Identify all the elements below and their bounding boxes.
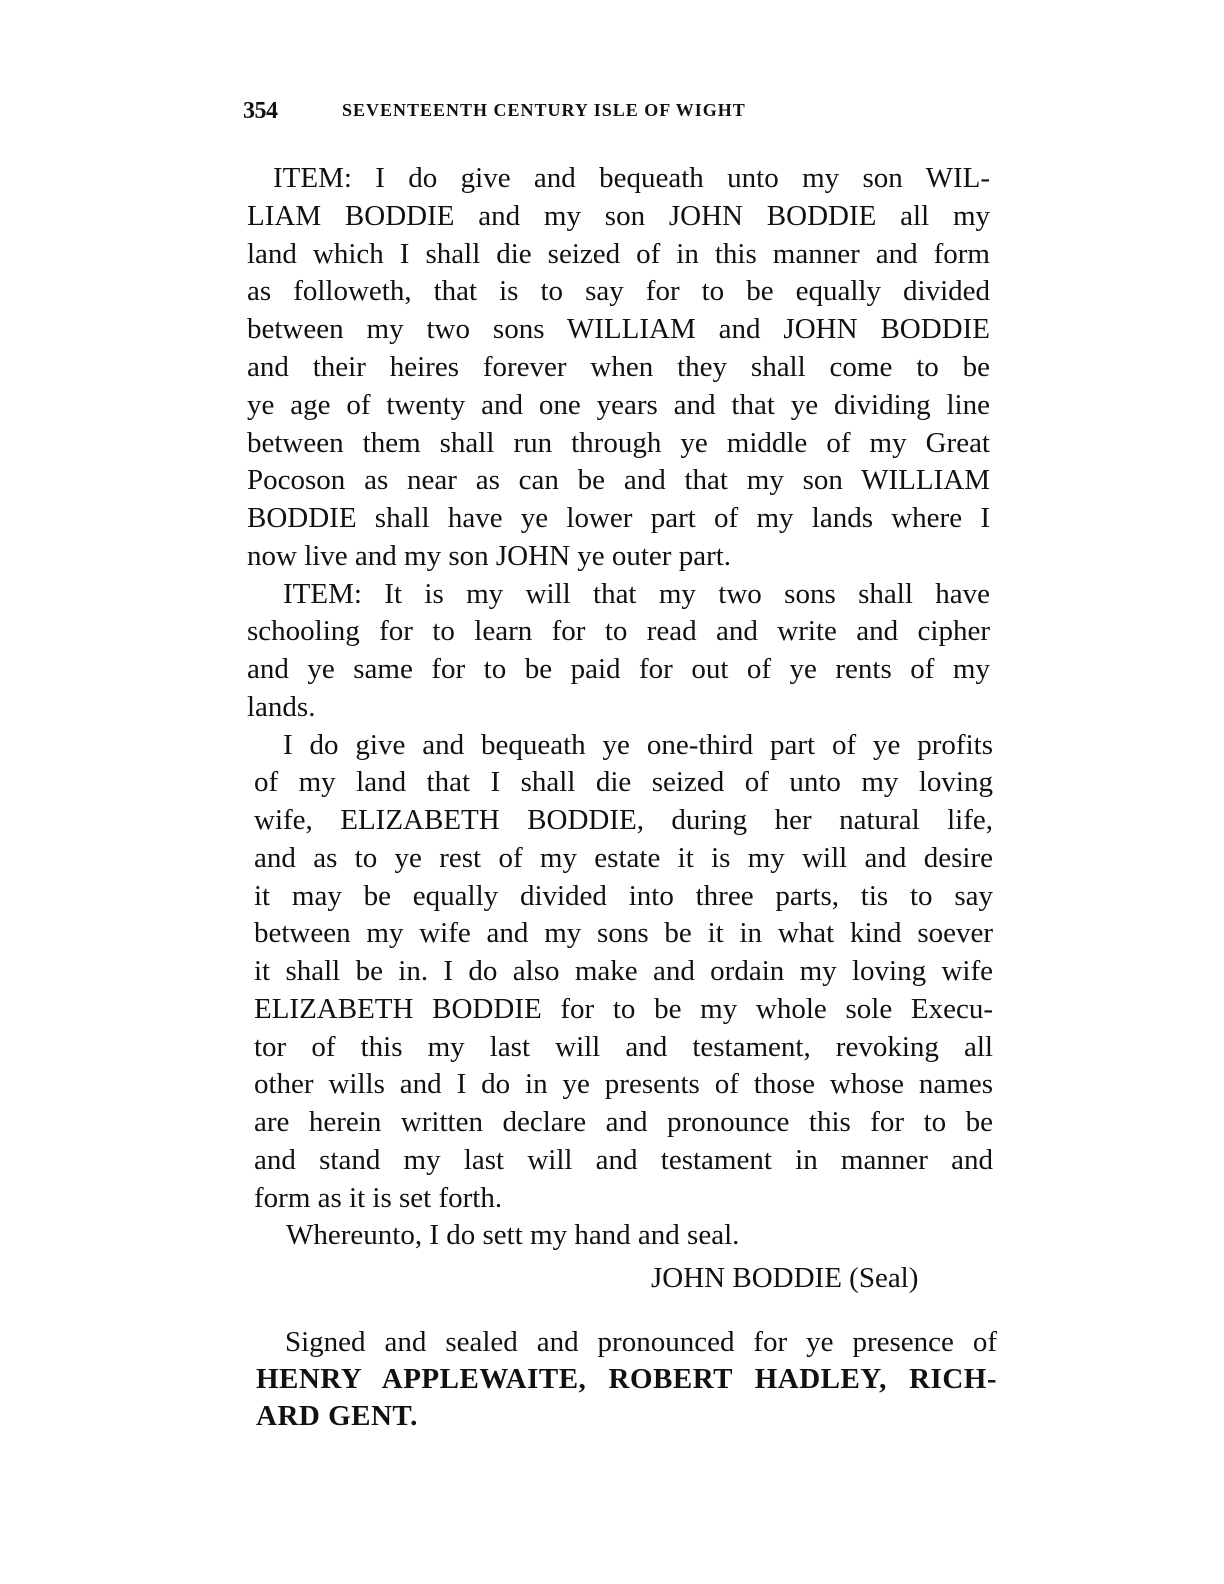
text-line: ELIZABETH BODDIE for to be my whole sole Execu-: [254, 993, 993, 1025]
text-line: now live and my son JOHN ye outer part.: [247, 540, 732, 572]
running-title: SEVENTEENTH CENTURY ISLE OF WIGHT: [342, 100, 746, 120]
text-line: other wills and I do in ye presents of those whose names: [254, 1068, 993, 1100]
text-line: are herein written declare and pronounce this for to be: [254, 1106, 993, 1138]
text-line: and as to ye rest of my estate it is my will and desire: [254, 842, 993, 874]
attestation-intro: Signed and sealed and pronounced for ye presence of: [285, 1326, 997, 1358]
text-line: of my land that I shall die seized of unto my loving: [254, 766, 993, 798]
text-line: tor of this my last will and testament, revoking all: [254, 1031, 993, 1063]
text-line: between my wife and my sons be it in what kind soever: [254, 917, 993, 949]
signature: JOHN BODDIE (Seal): [651, 1262, 919, 1294]
text-line: as followeth, that is to say for to be equally divided: [247, 275, 990, 307]
text-line: between my two sons WILLIAM and JOHN BODDIE: [247, 313, 990, 345]
witness-names: ARD GENT.: [256, 1400, 418, 1432]
page-number: 354: [243, 98, 278, 124]
text-line: Whereunto, I do sett my hand and seal.: [286, 1219, 740, 1251]
text-line: form as it is set forth.: [254, 1182, 503, 1214]
text-line: land which I shall die seized of in this manner and form: [247, 238, 990, 270]
text-line: ye age of twenty and one years and that ye dividing line: [247, 389, 990, 421]
text-line: ITEM: It is my will that my two sons shall have: [283, 578, 990, 610]
text-line: ITEM: I do give and bequeath unto my son WIL-: [273, 162, 990, 194]
text-line: wife, ELIZABETH BODDIE, during her natural life,: [254, 804, 993, 836]
text-line: and stand my last will and testament in manner and: [254, 1144, 993, 1176]
text-line: LIAM BODDIE and my son JOHN BODDIE all my: [247, 200, 990, 232]
text-line: and ye same for to be paid for out of ye rents of my: [247, 653, 990, 685]
text-line: BODDIE shall have ye lower part of my lands where I: [247, 502, 990, 534]
text-line: it may be equally divided into three parts, tis to say: [254, 880, 993, 912]
text-line: between them shall run through ye middle of my Great: [247, 427, 990, 459]
text-line: Pocoson as near as can be and that my son WILLIAM: [247, 464, 990, 496]
page-header: [243, 98, 863, 128]
text-line: it shall be in. I do also make and ordain my loving wife: [254, 955, 993, 987]
text-line: schooling for to learn for to read and write and cipher: [247, 615, 990, 647]
text-line: I do give and bequeath ye one-third part of ye profits: [283, 729, 993, 761]
text-line: lands.: [247, 691, 316, 723]
witness-names: HENRY APPLEWAITE, ROBERT HADLEY, RICH-: [256, 1363, 997, 1395]
text-line: and their heires forever when they shall come to be: [247, 351, 990, 383]
